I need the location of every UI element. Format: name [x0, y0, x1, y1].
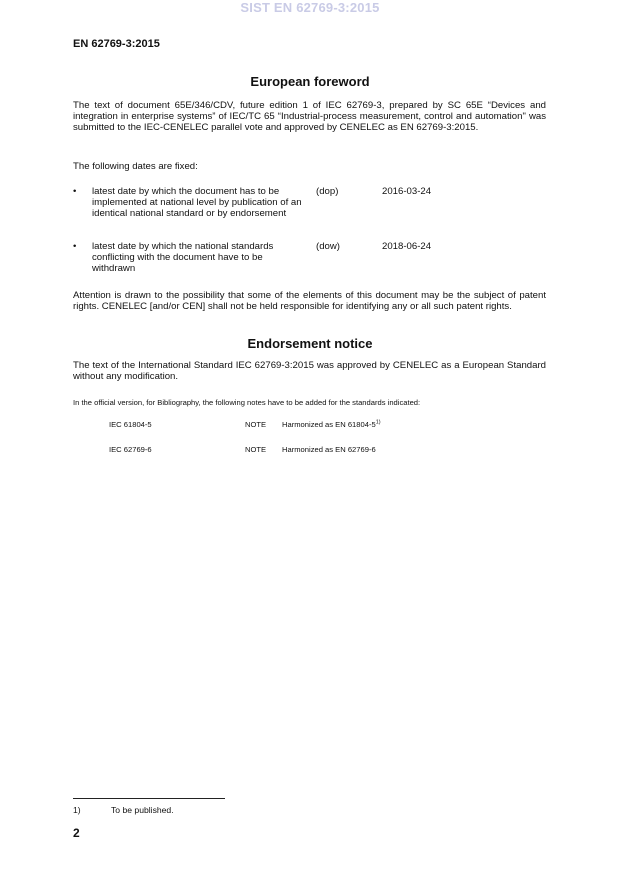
footnote-separator	[73, 798, 225, 799]
bullet-icon: •	[73, 186, 77, 197]
note-text: Harmonized as EN 62769-6	[282, 445, 376, 454]
date-item-text: latest date by which the document has to be implemented at national level by publication of an identical national standard or by endorsement	[92, 186, 302, 220]
document-id: EN 62769-3:2015	[73, 38, 160, 50]
date-item-code: (dow)	[316, 241, 340, 252]
endorsement-title: Endorsement notice	[247, 336, 373, 351]
footnote-mark: 1)	[73, 805, 81, 815]
foreword-title: European foreword	[250, 74, 370, 89]
note-standard: IEC 61804-5	[109, 420, 152, 429]
footnote-text: To be published.	[111, 805, 174, 815]
patent-notice: Attention is drawn to the possibility that some of the elements of this document may be the subject of patent rights. CENELEC [and/or CEN] shall not be held responsible for identifying any or all such patent rights.	[73, 290, 546, 313]
bullet-icon: •	[73, 241, 77, 252]
note-label: NOTE	[245, 445, 267, 454]
note-label: NOTE	[245, 420, 267, 429]
footnote-ref[interactable]: 1)	[375, 419, 381, 426]
note-standard: IEC 62769-6	[109, 445, 152, 454]
watermark: SIST EN 62769-3:2015	[240, 0, 380, 15]
date-item-date: 2016-03-24	[382, 186, 432, 197]
date-item-text: latest date by which the national standards conflicting with the document have to be withdrawn	[92, 241, 274, 275]
foreword-intro: The text of document 65E/346/CDV, future edition 1 of IEC 62769-3, prepared by SC 65E “Devices and integration in enterprise systems” of IEC/TC 65 “Industrial-process measurement, control and automation" was submitted to the IEC-CENELEC parallel vote and approved by CENELEC as EN 62769-3:2015.	[73, 100, 546, 134]
dates-intro: The following dates are fixed:	[73, 161, 198, 172]
bibliography-intro: In the official version, for Bibliography, the following notes have to be added for the standards indicated:	[73, 398, 421, 407]
note-text: Harmonized as EN 61804-5$^{1)}$	[282, 419, 381, 429]
page-number: 2	[73, 826, 80, 840]
date-item-code: (dop)	[316, 186, 339, 197]
date-item-date: 2018-06-24	[382, 241, 432, 252]
endorsement-text: The text of the International Standard IEC 62769-3:2015 was approved by CENELEC as a European Standard without any modification.	[73, 360, 546, 383]
